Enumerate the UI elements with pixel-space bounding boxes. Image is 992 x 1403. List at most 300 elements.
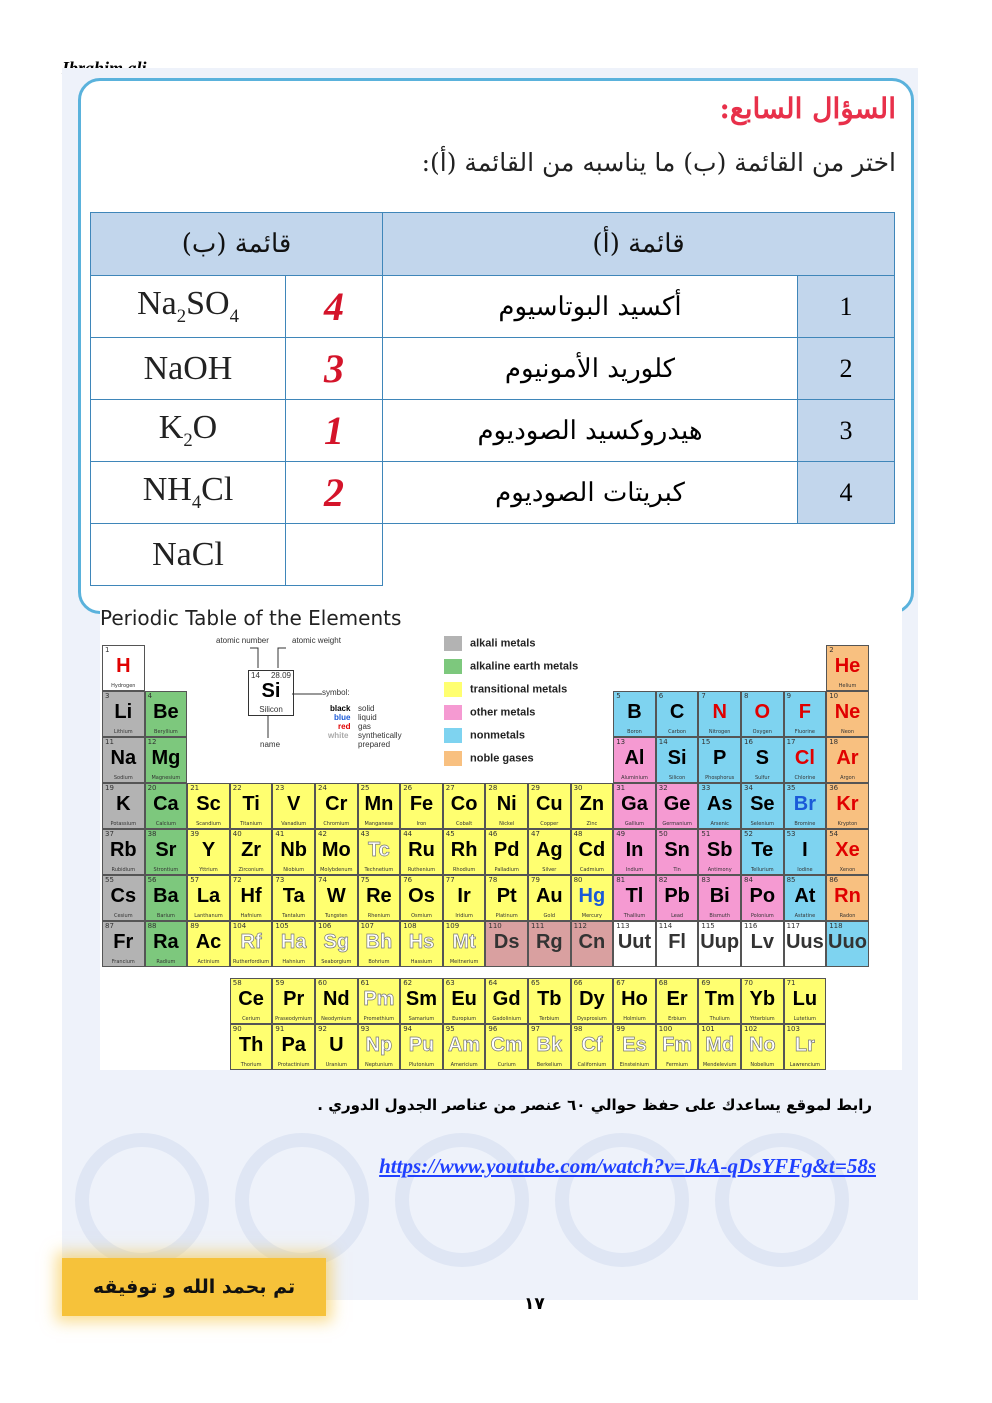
element-symbol: Pt	[496, 885, 517, 907]
key-name-label: name	[260, 740, 281, 749]
element-number: 59	[275, 979, 285, 987]
element-number: 17	[786, 738, 796, 746]
legend-item	[444, 659, 578, 674]
element-o	[741, 691, 784, 737]
element-number: 10	[829, 692, 839, 700]
element-number: 106	[318, 922, 332, 930]
element-ga	[613, 783, 656, 829]
element-al	[613, 737, 656, 783]
formula-cell: $K_2O$	[91, 400, 286, 462]
element-name: Calcium	[155, 821, 176, 827]
element-name: Neodymium	[321, 1016, 352, 1022]
element-tm	[698, 978, 741, 1024]
element-number: 69	[701, 979, 711, 987]
element-number: 52	[744, 830, 753, 838]
element-be	[145, 691, 188, 737]
element-name: Astatine	[794, 913, 816, 919]
element-fm	[656, 1024, 699, 1070]
element-number: 73	[275, 876, 285, 884]
element-name: Europium	[452, 1016, 477, 1022]
element-symbol: Sb	[706, 839, 733, 861]
element-number: 104	[232, 922, 247, 930]
element-pr	[272, 978, 315, 1024]
element-hg	[571, 875, 614, 921]
element-number: 89	[190, 922, 200, 930]
element-ac	[187, 921, 230, 967]
element-symbol: No	[748, 1034, 776, 1056]
element-pa	[272, 1024, 315, 1070]
element-name: Germanium	[662, 821, 692, 827]
element-number: 36	[829, 784, 839, 792]
element-symbol: U	[329, 1034, 344, 1056]
element-tc	[358, 829, 401, 875]
element-uus	[784, 921, 827, 967]
element-number: 39	[190, 830, 200, 838]
element-rf	[230, 921, 273, 967]
element-name: Lutetium	[793, 1016, 817, 1022]
element-symbol: Ce	[238, 988, 264, 1010]
element-number: 6	[658, 692, 664, 700]
element-name: Ytterbium	[749, 1016, 775, 1022]
element-number: 94	[403, 1025, 413, 1033]
element-tl	[613, 875, 656, 921]
element-number: 44	[403, 830, 413, 838]
element-br	[784, 783, 827, 829]
element-number: 90	[232, 1025, 242, 1033]
element-name: Tantalum	[282, 913, 306, 919]
element-name: Einsteinium	[619, 1062, 650, 1068]
element-symbol: Cu	[535, 793, 563, 815]
element-name: Protactinium	[277, 1062, 310, 1068]
element-name: Arsenic	[710, 821, 729, 827]
element-name: Tin	[673, 867, 681, 873]
element-symbol: Ha	[280, 931, 307, 953]
element-la	[187, 875, 230, 921]
element-number: 28	[488, 784, 498, 792]
legend-swatch	[444, 751, 462, 766]
element-name: Ruthenium	[407, 867, 436, 873]
key-black: black	[330, 704, 351, 713]
element-name: Hafnium	[240, 913, 262, 919]
legend-label: nonmetals	[470, 729, 526, 742]
element-name: Hydrogen	[111, 683, 136, 689]
element-number: 37	[105, 830, 114, 838]
element-symbol: Np	[365, 1034, 393, 1056]
element-name: Sodium	[113, 775, 133, 781]
element-name: Holmium	[623, 1016, 646, 1022]
key-red-state: gas	[358, 722, 371, 731]
element-cu	[528, 783, 571, 829]
element-number: 1	[105, 646, 110, 654]
element-lu	[784, 978, 827, 1024]
element-lv	[741, 921, 784, 967]
element-gd	[485, 978, 528, 1024]
element-name: Oxygen	[752, 729, 772, 735]
element-name: Bohrium	[368, 959, 390, 965]
element-symbol: Mo	[321, 839, 351, 861]
element-sc	[187, 783, 230, 829]
element-au	[528, 875, 571, 921]
element-name: Magnesium	[151, 775, 181, 781]
header-list-b: قائمة (ب)	[91, 213, 383, 276]
element-uup	[698, 921, 741, 967]
element-number: 105	[275, 922, 289, 930]
element-name: Argon	[840, 775, 855, 781]
element-number: 103	[786, 1025, 800, 1033]
element-number: 38	[147, 830, 157, 838]
legend-label: other metals	[470, 706, 536, 719]
link-description: رابط لموقع يساعدك على حفظ حوالي ٦٠ عنصر من عناصر الجدول الدوري .	[317, 1096, 872, 1114]
element-name: Hassium	[410, 959, 433, 965]
element-number: 48	[573, 830, 583, 838]
answer-cell: 2	[286, 462, 383, 524]
element-ru	[400, 829, 443, 875]
element-symbol: Dy	[579, 988, 605, 1010]
element-number: 32	[658, 784, 668, 792]
element-symbol: As	[706, 793, 733, 815]
element-symbol: Mt	[452, 931, 476, 953]
element-number: 68	[658, 979, 668, 987]
completion-banner: تم بحمد الله و توفيقه	[62, 1258, 326, 1316]
formula-cell: $Na_2SO_4$	[91, 276, 286, 338]
element-symbol: Xe	[835, 839, 860, 861]
element-number: 16	[744, 738, 753, 746]
element-number: 88	[147, 922, 157, 930]
element-th	[230, 1024, 273, 1070]
element-symbol: W	[326, 885, 346, 907]
element-bk	[528, 1024, 571, 1070]
element-symbol: Ba	[153, 885, 179, 907]
element-symbol: Mg	[151, 747, 181, 769]
element-symbol: Cf	[581, 1034, 603, 1056]
element-i	[784, 829, 827, 875]
element-ti	[230, 783, 273, 829]
element-ha	[272, 921, 315, 967]
element-name: Cerium	[242, 1016, 261, 1022]
element-number: 98	[573, 1025, 583, 1033]
element-symbol: Fe	[409, 793, 434, 815]
element-number: 22	[232, 784, 242, 792]
element-symbol: Sm	[405, 988, 438, 1010]
element-yb	[741, 978, 784, 1024]
element-name: Silver	[542, 867, 557, 873]
element-number: 66	[573, 979, 583, 987]
element-number: 14	[658, 738, 668, 746]
element-name: Bromine	[794, 821, 816, 827]
element-hs	[400, 921, 443, 967]
element-symbol: Pu	[408, 1034, 435, 1056]
element-eu	[443, 978, 486, 1024]
element-number: 13	[616, 738, 626, 746]
element-fl	[656, 921, 699, 967]
element-symbol: Lv	[750, 931, 774, 953]
element-number: 61	[360, 979, 370, 987]
element-number: 84	[744, 876, 753, 884]
element-number: 80	[573, 876, 583, 884]
element-symbol: Co	[450, 793, 478, 815]
legend-swatch	[444, 728, 462, 743]
answer-cell	[286, 524, 383, 586]
element-number: 85	[786, 876, 796, 884]
key-blue: blue	[334, 713, 351, 722]
element-symbol: S	[755, 747, 769, 769]
element-symbol: Pr	[283, 988, 305, 1010]
element-symbol: Ds	[493, 931, 520, 953]
element-symbol: Gd	[492, 988, 521, 1010]
element-name: Chlorine	[794, 775, 816, 781]
element-ra	[145, 921, 188, 967]
page-number: ١٧	[524, 1294, 545, 1314]
element-symbol: Ag	[535, 839, 563, 861]
element-number: 55	[105, 876, 114, 884]
element-n	[698, 691, 741, 737]
element-symbol: Sc	[196, 793, 221, 815]
element-symbol: Pa	[281, 1034, 306, 1056]
element-number: 58	[232, 979, 242, 987]
table-header-row	[91, 213, 895, 276]
element-name: Barium	[156, 913, 175, 919]
element-in	[613, 829, 656, 875]
element-symbol: Rb	[109, 839, 137, 861]
element-name: Zirconium	[238, 867, 264, 873]
element-name: Rubidium	[111, 867, 136, 873]
key-white-state: synthetically prepared	[358, 731, 402, 749]
legend-label: alkali metals	[470, 637, 536, 650]
element-no	[741, 1024, 784, 1070]
element-number: 78	[488, 876, 498, 884]
element-symbol: He	[834, 655, 861, 677]
element-name: Hahnium	[282, 959, 305, 965]
element-name: Radium	[156, 959, 176, 965]
row-number-cell: 3	[798, 400, 895, 462]
element-symbol: In	[625, 839, 644, 861]
element-symbol: At	[794, 885, 816, 907]
element-number: 115	[701, 922, 715, 930]
table-row	[91, 276, 895, 338]
element-uuo	[826, 921, 869, 967]
element-number: 62	[403, 979, 413, 987]
element-name: Iodine	[797, 867, 813, 873]
element-ge	[656, 783, 699, 829]
element-symbol: Bk	[536, 1034, 563, 1056]
element-symbol: Ac	[195, 931, 222, 953]
legend-swatch	[444, 682, 462, 697]
element-name: Nitrogen	[708, 729, 731, 735]
answer-cell: 4	[286, 276, 383, 338]
element-name: Promethium	[363, 1016, 395, 1022]
element-number: 45	[445, 830, 455, 838]
element-symbol: C	[669, 701, 685, 723]
key-weight: 28.09	[270, 671, 291, 680]
element-kr	[826, 783, 869, 829]
element-name: Selenium	[750, 821, 774, 827]
row-number-cell: 4	[798, 462, 895, 524]
element-name: Berkelium	[536, 1062, 562, 1068]
header-list-a: قائمة (أ)	[383, 213, 895, 276]
element-number: 75	[360, 876, 370, 884]
element-name: Thallium	[623, 913, 646, 919]
element-number: 21	[190, 784, 200, 792]
element-cn	[571, 921, 614, 967]
element-co	[443, 783, 486, 829]
formula-cell: NaOH	[91, 338, 286, 400]
element-number: 76	[403, 876, 413, 884]
element-number: 108	[403, 922, 417, 930]
legend-item	[444, 728, 525, 743]
element-er	[656, 978, 699, 1024]
legend-item	[444, 682, 567, 697]
element-dy	[571, 978, 614, 1024]
element-mn	[358, 783, 401, 829]
legend-label: noble gases	[470, 752, 534, 765]
element-number: 3	[105, 692, 110, 700]
element-name: Beryllium	[154, 729, 178, 735]
element-symbol: Be	[153, 701, 179, 723]
element-s	[741, 737, 784, 783]
element-symbol: Au	[535, 885, 563, 907]
legend-item	[444, 751, 534, 766]
element-ag	[528, 829, 571, 875]
element-name: Erbium	[668, 1016, 686, 1022]
element-name: Osmium	[411, 913, 432, 919]
element-name: Krypton	[837, 821, 858, 827]
element-symbol: Bi	[709, 885, 730, 907]
element-ne	[826, 691, 869, 737]
element-number: 67	[616, 979, 626, 987]
element-name: Curium	[497, 1062, 516, 1068]
element-number: 27	[445, 784, 455, 792]
legend-swatch	[444, 659, 462, 674]
element-sb	[698, 829, 741, 875]
element-name: Palladium	[494, 867, 519, 873]
youtube-link[interactable]: https://www.youtube.com/watch?v=JkA-qDsYFFg&t=58s	[379, 1154, 876, 1178]
compound-name-cell: أكسيد البوتاسيوم	[383, 276, 798, 338]
element-number: 18	[829, 738, 839, 746]
key-atomic-weight-label: atomic weight	[292, 636, 341, 645]
element-c	[656, 691, 699, 737]
table-row	[91, 524, 895, 586]
element-sr	[145, 829, 188, 875]
element-uut	[613, 921, 656, 967]
element-na	[102, 737, 145, 783]
element-name: Indium	[625, 867, 644, 873]
element-number: 26	[403, 784, 413, 792]
element-symbol: Hs	[408, 931, 435, 953]
element-number: 50	[658, 830, 668, 838]
element-name: Lawrencium	[789, 1062, 821, 1068]
element-symbol: Er	[666, 988, 688, 1010]
element-name: Molybdenum	[320, 867, 353, 873]
element-number: 24	[318, 784, 327, 792]
element-symbol: Se	[750, 793, 775, 815]
element-symbol: Br	[793, 793, 816, 815]
element-number: 20	[147, 784, 157, 792]
element-symbol: Rf	[240, 931, 262, 953]
element-fr	[102, 921, 145, 967]
element-number: 47	[531, 830, 540, 838]
element-name: Chromium	[323, 821, 350, 827]
key-red: red	[338, 722, 351, 731]
element-symbol: Pm	[363, 988, 395, 1010]
element-po	[741, 875, 784, 921]
element-name: Fermium	[666, 1062, 689, 1068]
element-fe	[400, 783, 443, 829]
element-symbol: P	[713, 747, 727, 769]
element-ir	[443, 875, 486, 921]
element-symbol: Tm	[704, 988, 735, 1010]
element-number: 86	[829, 876, 839, 884]
element-number: 8	[744, 692, 749, 700]
element-number: 25	[360, 784, 370, 792]
element-he	[826, 645, 869, 691]
element-number: 118	[829, 922, 843, 930]
element-md	[698, 1024, 741, 1070]
element-symbol: Sg	[323, 931, 350, 953]
element-name: Aluminium	[621, 775, 648, 781]
element-number: 92	[318, 1025, 327, 1033]
element-hf	[230, 875, 273, 921]
element-symbol: F	[798, 701, 811, 723]
legend-swatch	[444, 705, 462, 720]
element-symbol: Sn	[664, 839, 690, 861]
element-name: Californium	[577, 1062, 607, 1068]
element-number: 111	[531, 922, 545, 930]
element-number: 100	[658, 1025, 673, 1033]
element-k	[102, 783, 145, 829]
element-number: 49	[616, 830, 626, 838]
table-row	[91, 462, 895, 524]
element-li	[102, 691, 145, 737]
element-symbol: Md	[705, 1034, 735, 1056]
key-symbol: Si	[261, 680, 281, 702]
element-name: Sulfur	[754, 775, 770, 781]
element-symbol: Zn	[579, 793, 605, 815]
element-name: Rhenium	[367, 913, 391, 919]
element-name: Mercury	[581, 913, 603, 919]
element-ho	[613, 978, 656, 1024]
element-symbol: Ge	[663, 793, 691, 815]
element-symbol: Ti	[242, 793, 260, 815]
element-xe	[826, 829, 869, 875]
element-symbol: Os	[408, 885, 435, 907]
element-number: 74	[318, 876, 327, 884]
element-number: 91	[275, 1025, 285, 1033]
element-number: 81	[616, 876, 626, 884]
element-name: Neptunium	[365, 1062, 393, 1068]
element-symbol: Rn	[834, 885, 861, 907]
element-symbol: Po	[749, 885, 776, 907]
element-number: 114	[658, 922, 673, 930]
element-symbol: Nb	[280, 839, 308, 861]
element-number: 56	[147, 876, 157, 884]
element-name: Vanadium	[281, 821, 307, 827]
element-name: Rutherfordium	[233, 959, 270, 965]
legend-label: alkaline earth metals	[470, 660, 579, 673]
element-ca	[145, 783, 188, 829]
element-symbol: Re	[366, 885, 392, 907]
element-number: 110	[488, 922, 502, 930]
element-number: 19	[105, 784, 114, 792]
table-row	[91, 400, 895, 462]
element-number: 102	[744, 1025, 758, 1033]
element-symbol: Rh	[450, 839, 478, 861]
element-name: Praseodymium	[275, 1016, 313, 1022]
element-symbol: Te	[751, 839, 774, 861]
element-number: 107	[360, 922, 374, 930]
element-number: 35	[786, 784, 796, 792]
element-symbol: Bh	[365, 931, 393, 953]
element-number: 53	[786, 830, 796, 838]
